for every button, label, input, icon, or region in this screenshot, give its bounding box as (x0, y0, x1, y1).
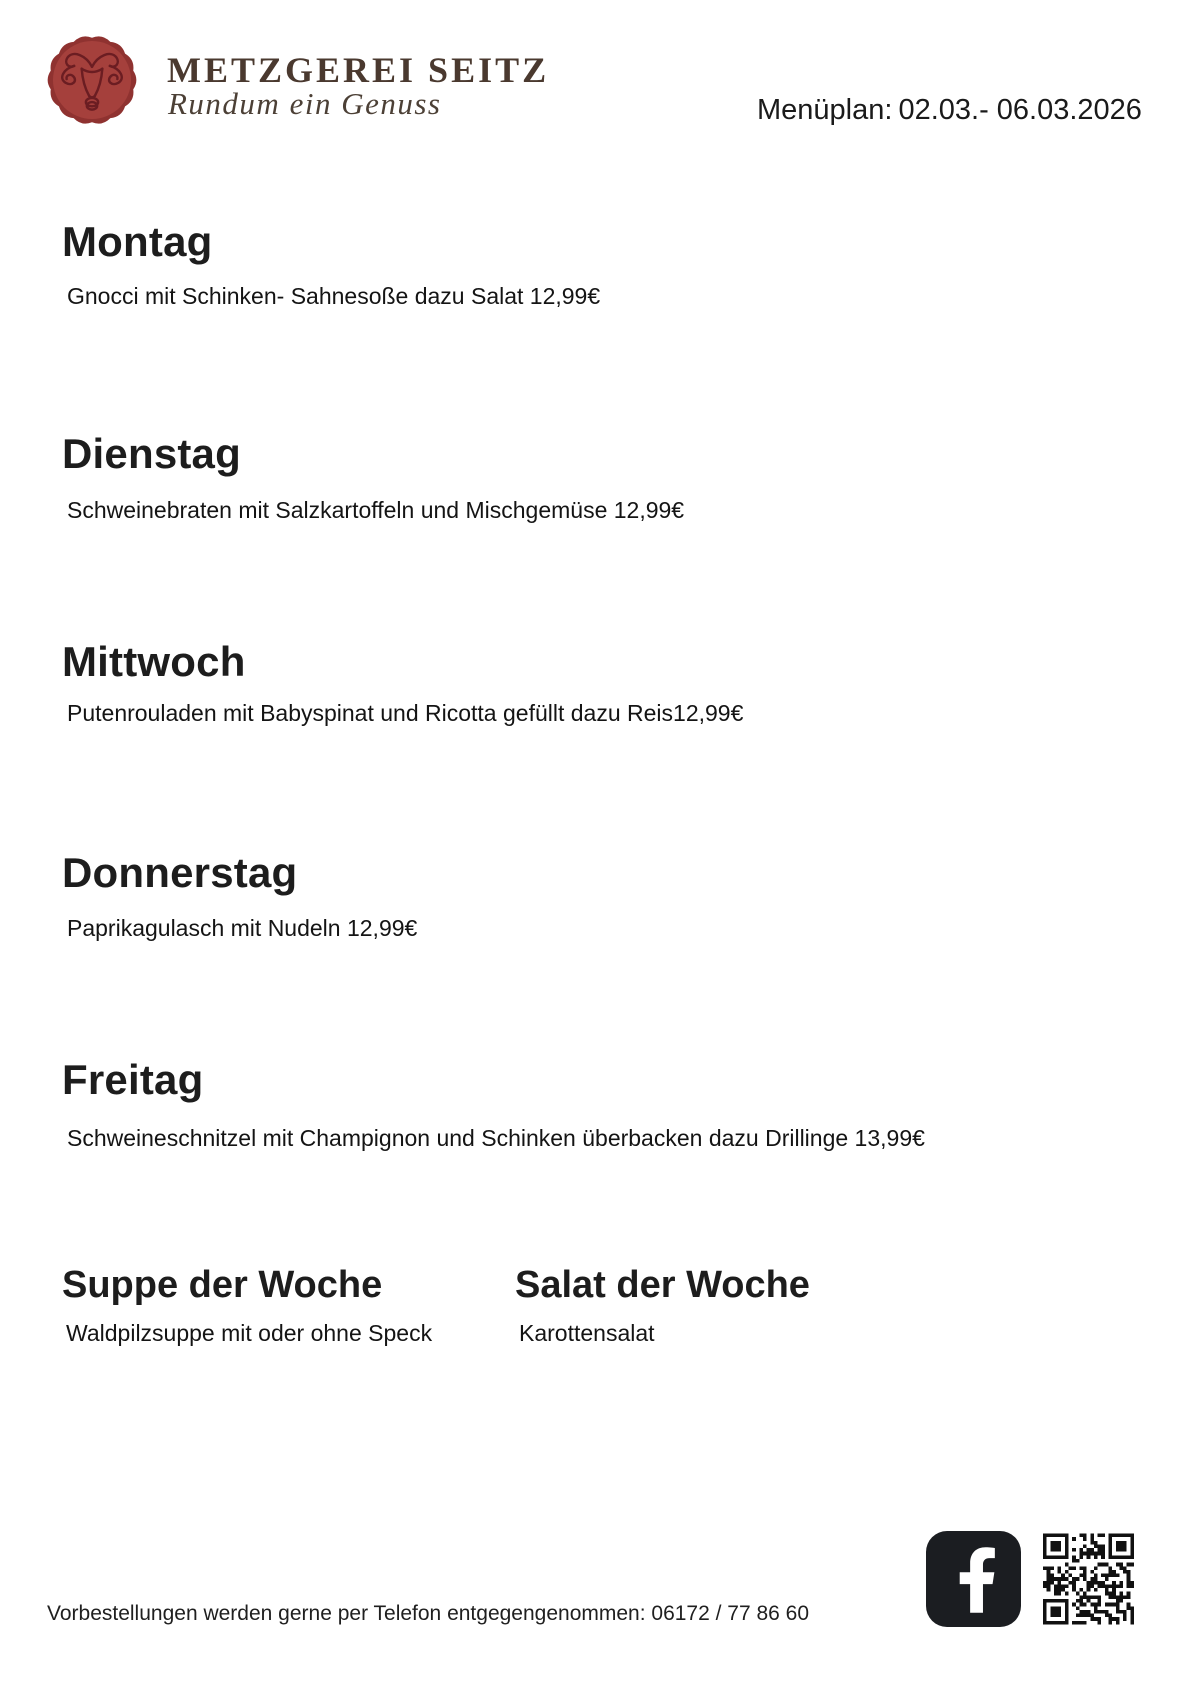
day-heading: Montag (62, 218, 213, 265)
day-meal: Schweinebraten mit Salzkartoffeln und Mischgemüse 12,99€ (67, 497, 685, 523)
weekly-salad-column (515, 1264, 810, 1346)
menu-plan-line (757, 94, 1142, 127)
day-meal: Paprikagulasch mit Nudeln 12,99€ (67, 915, 418, 941)
day-meal: Schweineschnitzel mit Champignon und Schinken überbacken dazu Drillinge 13,99€ (67, 1125, 925, 1151)
menu-plan-dates: 02.03.- 06.03.2026 (898, 94, 1142, 126)
facebook-icon (926, 1531, 1021, 1627)
footer-note: Vorbestellungen werden gerne per Telefon entgegengenommen: 06172 / 77 86 60 (47, 1602, 810, 1625)
day-heading: Freitag (62, 1056, 204, 1103)
weekly-title: Salat der Woche (515, 1264, 810, 1306)
day-section-donnerstag (62, 849, 1142, 941)
day-meal: Putenrouladen mit Babyspinat und Ricotta gefüllt dazu Reis12,99€ (67, 700, 744, 726)
day-heading: Dienstag (62, 430, 241, 477)
weekly-title: Suppe der Woche (62, 1264, 383, 1306)
day-meal: Gnocci mit Schinken- Sahnesoße dazu Salat 12,99€ (67, 283, 601, 309)
day-section-montag (62, 218, 1142, 309)
day-heading: Mittwoch (62, 638, 246, 685)
day-section-mittwoch (62, 638, 1142, 726)
bull-seal-icon (45, 29, 139, 131)
brand-title: METZGEREI SEITZ (167, 50, 550, 90)
menu-plan-label: Menüplan: (757, 94, 893, 126)
day-section-freitag (62, 1056, 1142, 1151)
weekly-soup-column (62, 1264, 433, 1346)
day-section-dienstag (62, 430, 1142, 523)
facebook-f-glyph (956, 1547, 997, 1613)
qr-code (1043, 1533, 1134, 1625)
weekly-item: Waldpilzsuppe mit oder ohne Speck (66, 1320, 433, 1346)
weekly-item: Karottensalat (519, 1320, 655, 1346)
brand-subtitle: Rundum ein Genuss (168, 86, 442, 121)
day-heading: Donnerstag (62, 849, 298, 896)
